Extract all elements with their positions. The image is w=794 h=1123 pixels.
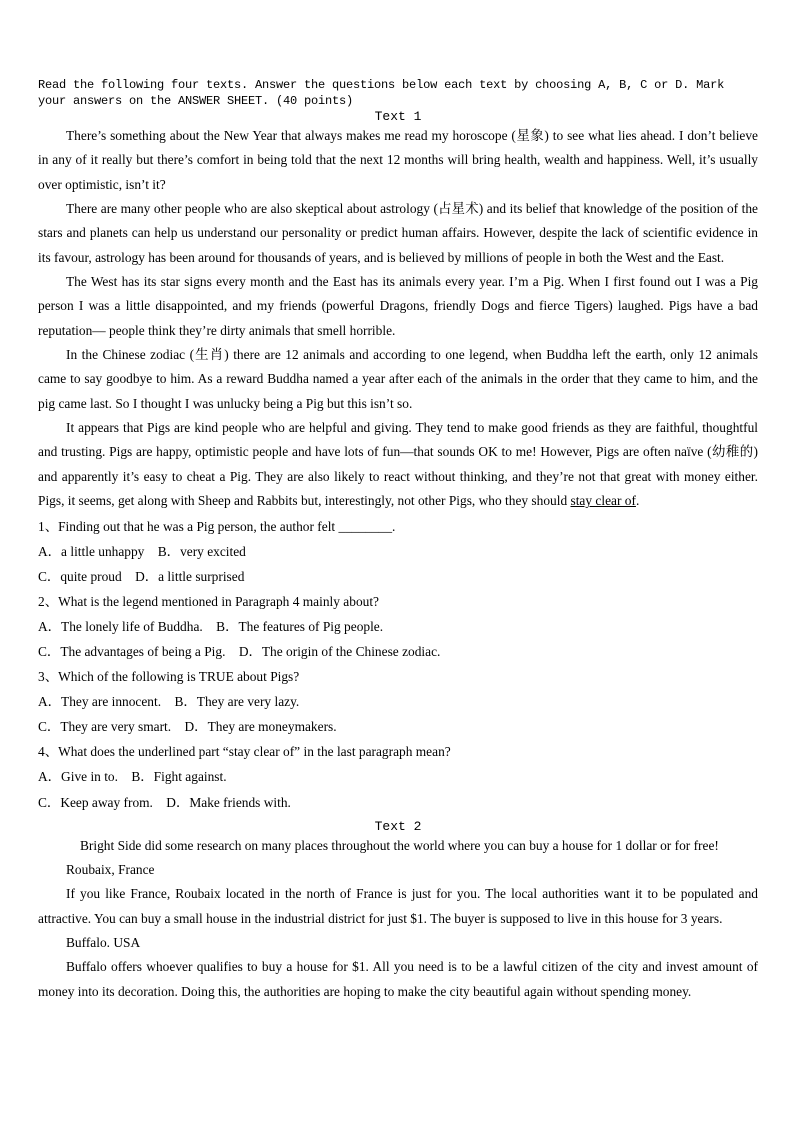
paragraph: There’s something about the New Year that always makes me read my horoscope (星象) to see what lies ahead. I don’t believe in any of it really but there’s comfort in being told that the next 12 months will bring health, wealth and happiness. Well, it’s usually over optimistic, isn’t it? (38, 128, 758, 192)
text1-title: Text 1 (374, 109, 422, 124)
instructions: Read the following four texts. Answer the questions below each text by choosing A, B, C or D. Mark your answers on the ANSWER SHEET. (40 points) (38, 78, 725, 108)
question-options: C．quite proud D．a little surprised (38, 568, 245, 584)
text1-passage (38, 124, 758, 514)
question-options: A．They are innocent. B．They are very lazy. (38, 694, 300, 710)
question-stem: 4、What does the underlined part “stay clear of” in the last paragraph mean? (38, 744, 451, 760)
paragraph: If you like France, Roubaix located in the north of France is just for you. The local authorities want it to be populated and attractive. You can buy a small house in the industrial district for just $1. The buyer is supposed to live in this house for 3 years. (38, 886, 758, 926)
subheading: Roubaix, France (66, 861, 155, 877)
question-stem: 1、Finding out that he was a Pig person, the author felt ________. (38, 518, 396, 534)
paragraph-end: . (635, 493, 640, 509)
question-options: C．Keep away from. D．Make friends with. (38, 794, 291, 810)
paragraph-text: It appears that Pigs are kind people who are helpful and giving. They tend to make good friends as they are faithful, thoughtful and trusting. Pigs are happy, optimistic people and have lots of fun—that sounds OK to me! However, Pigs are often naïve (幼稚的) and apparently it’s easy to cheat a Pig. They are also likely to react without thinking, and they’re not that great with money either. Pigs, it seems, get along with Sheep and Rabbits but, interestingly, not other Pigs, who they should (38, 420, 758, 509)
question-stem: 3、Which of the following is TRUE about Pigs? (38, 669, 300, 685)
question-options: A．The lonely life of Buddha. B．The features of Pig people. (38, 618, 384, 634)
question-options: A．a little unhappy B．very excited (38, 543, 246, 559)
text2-title: Text 2 (374, 818, 422, 834)
paragraph (38, 416, 758, 513)
question-options: C．The advantages of being a Pig. D．The origin of the Chinese zodiac. (38, 643, 441, 659)
question-stem: 2、What is the legend mentioned in Paragraph 4 mainly about? (38, 593, 379, 609)
paragraph: Buffalo offers whoever qualifies to buy a house for $1. All you need is to be a lawful citizen of the city and invest amount of money into its decoration. Doing this, the authorities are hoping to make the city beautiful again without spending money. (38, 959, 758, 999)
paragraph: The West has its star signs every month and the East has its animals every year. I’m a Pig. When I first found out I was a Pig person I was a little disappointed, and my friends (powerful Dragons, friendly Dogs and fierce Tigers) laughed. Pigs have a bad reputation— people think they’re dirty animals that smell horrible. (38, 274, 758, 338)
question-options: C．They are very smart. D．They are moneymakers. (38, 719, 337, 735)
subheading: Buffalo. USA (66, 935, 141, 950)
paragraph: Bright Side did some research on many places throughout the world where you can buy a house for 1 dollar or for free! (80, 837, 719, 853)
question-options: A．Give in to. B．Fight against. (38, 769, 227, 785)
paragraph: In the Chinese zodiac (生肖) there are 12 animals and according to one legend, when Buddha left the earth, only 12 animals came to say goodbye to him. As a reward Buddha named a year after each of the animals in the order that they came to him, and the pig came last. So I thought I was unlucky being a Pig but this isn’t so. (38, 347, 758, 411)
exam-page (38, 77, 758, 1004)
text1-questions (38, 514, 758, 815)
underlined-phrase: stay clear of (570, 493, 636, 509)
paragraph: There are many other people who are also skeptical about astrology (占星术) and its belief that knowledge of the position of the stars and planets can help us understand our personality or predict human affairs. However, despite the lack of scientific evidence in its favour, astrology has been around for thousands of years, and is believed by millions of people in both the West and the East. (38, 201, 758, 265)
text2-passage (38, 834, 758, 1004)
